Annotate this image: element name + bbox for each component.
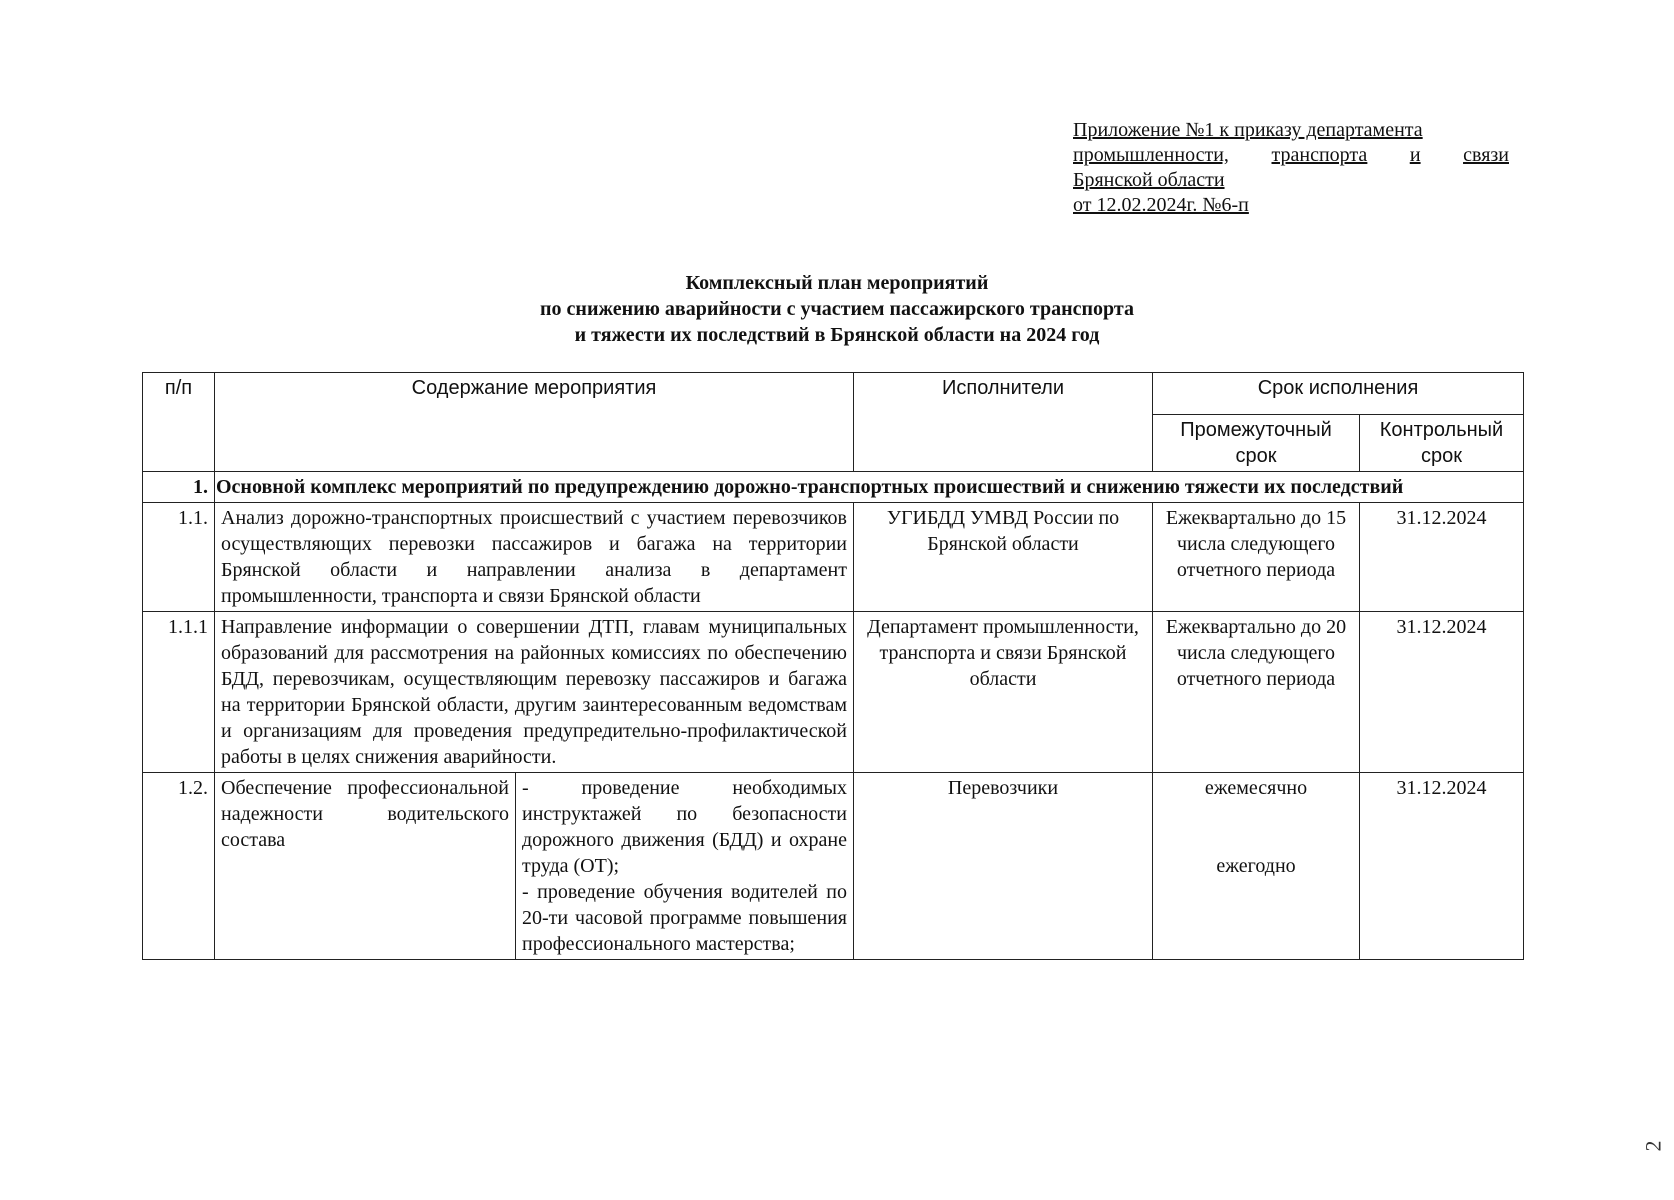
title-line-1: Комплексный план мероприятий [685,272,989,294]
plan-table [142,372,1524,960]
row-num: 1.2. [143,773,215,960]
appendix-word: транспорта [1271,144,1368,166]
table-row [143,612,1524,773]
row-num: 1.1. [143,503,215,612]
section-title: Основной комплекс мероприятий по предупреждению дорожно-транспортных происшествий и снижению тяжести их последствий [215,472,1524,503]
table-row [143,773,1524,960]
appendix-word: промышленности, [1073,144,1229,166]
row-content: Направление информации о совершении ДТП, главам муниципальных образований для рассмотрения на районных комиссиях по обеспечению БДД, перевозчикам, осуществляющим перевозку пассажиров и багажа на территории Брянской области, другим заинтересованным ведомствам и организациям для проведения предупредительно-профилактической работы в целях снижения аварийности. [215,612,854,773]
appendix-note [1073,118,1509,218]
row-executors: Перевозчики [854,773,1153,960]
row-intermediate-item: ежегодно [1216,855,1296,877]
row-intermediate [1153,773,1360,960]
appendix-word: и [1409,144,1421,166]
spacer [1159,801,1353,853]
row-content-right [516,773,854,960]
header-executors: Исполнители [854,373,1153,472]
section-row [143,472,1524,503]
appendix-line-1: Приложение №1 к приказу департамента [1073,119,1423,141]
row-content-item: - проведение обучения водителей по 20-ти часовой программе повышения профессионального мастерства; [522,881,847,955]
document-title [0,270,1674,348]
row-content-item: - проведение необходимых инструктажей по безопасности дорожного движения (БДД) и охране труда (ОТ); [522,777,847,877]
table-row [143,503,1524,612]
row-control: 31.12.2024 [1360,503,1524,612]
row-content-left: Обеспечение профессиональной надежности водительского состава [215,773,516,960]
row-control: 31.12.2024 [1360,773,1524,960]
row-executors: УГИБДД УМВД России по Брянской области [854,503,1153,612]
page-number: 2 [1640,1140,1666,1152]
row-num: 1.1.1 [143,612,215,773]
header-num: п/п [143,373,215,472]
appendix-line-3: Брянской области [1073,169,1225,191]
header-control: Контрольный срок [1360,415,1524,472]
section-num: 1. [143,472,215,503]
appendix-line-4: от 12.02.2024г. №6-п [1073,194,1249,216]
appendix-line-2 [1073,143,1509,168]
header-content: Содержание мероприятия [215,373,854,472]
title-line-3: и тяжести их последствий в Брянской области на 2024 год [574,324,1100,346]
row-intermediate: Ежеквартально до 15 числа следующего отчетного периода [1153,503,1360,612]
row-control: 31.12.2024 [1360,612,1524,773]
header-row [143,373,1524,415]
header-deadline: Срок исполнения [1153,373,1524,415]
row-content: Анализ дорожно-транспортных происшествий с участием перевозчиков осуществляющих перевозки пассажиров и багажа на территории Брянской области и направлении анализа в департамент промышленности, транспорта и связи Брянской области [215,503,854,612]
row-executors: Департамент промышленности, транспорта и связи Брянской области [854,612,1153,773]
row-intermediate: Ежеквартально до 20 числа следующего отчетного периода [1153,612,1360,773]
appendix-word: связи [1463,144,1509,166]
header-intermediate: Промежуточный срок [1153,415,1360,472]
row-intermediate-item: ежемесячно [1204,777,1308,799]
title-line-2: по снижению аварийности с участием пассажирского транспорта [540,298,1134,320]
